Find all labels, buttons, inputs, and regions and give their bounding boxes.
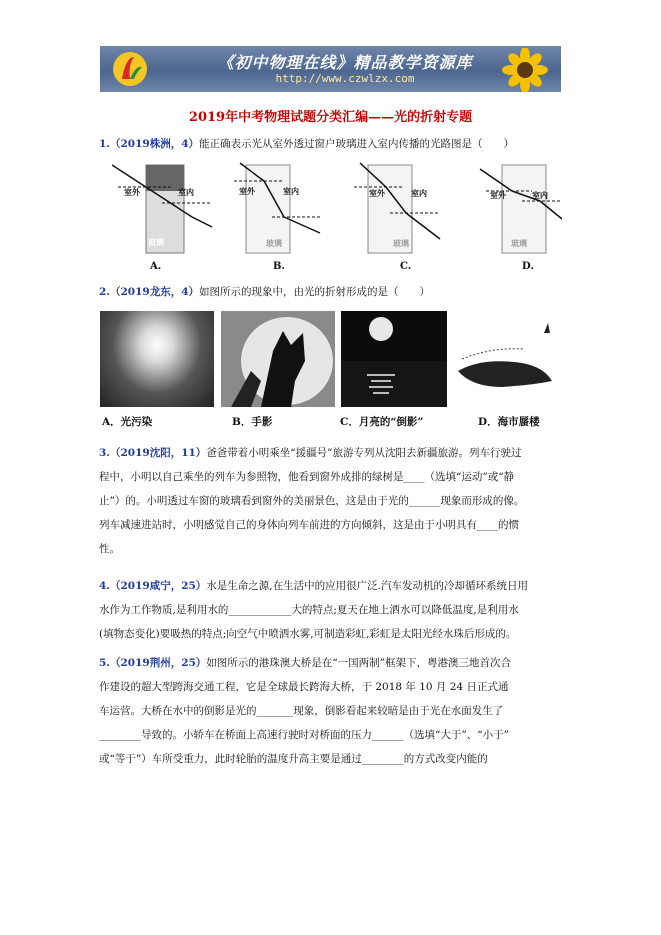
banner-url[interactable]: http://www.czwlzx.com [275, 72, 415, 85]
question-4 [99, 574, 564, 646]
question-number: 4. [99, 580, 110, 592]
question-source: （2019咸宁，25） [109, 580, 207, 592]
caption-c: C．月亮的“倒影” [340, 416, 424, 428]
question-1 [99, 137, 514, 151]
header-banner [100, 46, 561, 92]
photo-light-pollution [100, 311, 214, 407]
question-text: 能正确表示光从室外透过窗户玻璃进入室内传播的光路图是（ ） [199, 138, 514, 150]
q4-line-1: 水是生命之源,在生活中的应用很广泛.汽车发动机的冷却循环系统日用 [206, 580, 528, 592]
q5-line-1: 如图所示的港珠澳大桥是在“一国两制”框架下，粤港澳三地首次合 [206, 657, 512, 669]
label-inside-a: 室内 [178, 187, 194, 197]
question-5 [99, 651, 564, 771]
caption-d: D．海市蜃楼 [478, 416, 540, 428]
banner-title: 《初中物理在线》精品教学资源库 [217, 53, 473, 72]
q1-diagrams [112, 157, 562, 257]
caption-a: A．光污染 [102, 416, 153, 428]
question-source: （2019株洲，4） [109, 138, 199, 150]
q5-line-3: 车运营。大桥在水中的倒影是光的_______现象，倒影看起来较暗是由于光在水面发生了 [99, 705, 504, 717]
photo-mirage [452, 311, 562, 407]
q3-line-4: 列车减速进站时，小明感觉自己的身体向列车前进的方向倾斜，这是由于小明具有____的惯 [99, 519, 519, 531]
q4-line-3: (填物态变化)要吸热的特点;向空气中喷洒水雾,可制造彩虹,彩虹是太阳光经水珠后形成的。 [99, 628, 517, 640]
label-outside-a: 室外 [124, 187, 140, 197]
label-outside-b: 室外 [239, 186, 255, 196]
photo-hand-shadow [221, 311, 335, 407]
q5-line-2: 作建设的超大型跨海交通工程，它是全球最长跨海大桥，于 2018 年 10 月 24 日正式通 [99, 681, 509, 693]
question-number: 5. [99, 657, 110, 669]
option-d-label: D. [522, 261, 534, 272]
question-source: （2019龙东，4） [109, 286, 199, 298]
q4-line-2: 水作为工作物质,是利用水的____________大的特点;夏天在地上洒水可以降低温度,是利用水 [99, 604, 519, 616]
label-inside-c: 室内 [411, 188, 427, 198]
question-number: 1. [99, 138, 110, 150]
site-logo-icon [112, 51, 148, 87]
option-b-label: B. [273, 261, 285, 272]
question-source: （2019荆州，25） [109, 657, 207, 669]
question-source: （2019沈阳，11） [109, 447, 207, 459]
label-outside-d: 室外 [490, 190, 506, 200]
caption-b: B．手影 [232, 416, 273, 428]
question-2 [99, 285, 430, 299]
q3-line-5: 性。 [99, 543, 120, 555]
q3-line-3: 止”）的。小明透过车窗的玻璃看到窗外的美丽景色，这是由于光的______现象而形成的像。 [99, 495, 525, 507]
label-glass-a: 玻璃 [148, 237, 164, 247]
question-number: 3. [99, 447, 110, 459]
photo-moon-reflection [341, 311, 447, 407]
q5-line-5: 或“等于”）车所受重力，此时轮胎的温度升高主要是通过________的方式改变内能的 [99, 753, 488, 765]
question-3 [99, 441, 564, 561]
q5-line-4: ________导致的。小轿车在桥面上高速行驶时对桥面的压力______（选填“大于”、“小于” [99, 729, 509, 741]
option-c-label: C. [400, 261, 412, 272]
question-text: 如图所示的现象中，由光的折射形成的是（ ） [199, 286, 430, 298]
q3-line-1: 爸爸带着小明乘坐“援疆号”旅游专列从沈阳去新疆旅游。列车行驶过 [206, 447, 522, 459]
label-outside-c: 室外 [369, 188, 385, 198]
page-title: 2019年中考物理试题分类汇编——光的折射专题 [188, 110, 473, 125]
q3-line-2: 程中，小明以自己乘坐的列车为参照物，他看到窗外成排的绿树是____（选填“运动”或“静 [99, 471, 515, 483]
label-glass-d: 玻璃 [511, 238, 527, 248]
question-number: 2. [99, 286, 110, 298]
label-glass-b: 玻璃 [266, 238, 282, 248]
label-glass-c: 玻璃 [393, 238, 409, 248]
label-inside-b: 室内 [283, 186, 299, 196]
sunflower-icon [495, 48, 555, 92]
option-a-label: A. [150, 261, 162, 272]
label-inside-d: 室内 [532, 190, 548, 200]
